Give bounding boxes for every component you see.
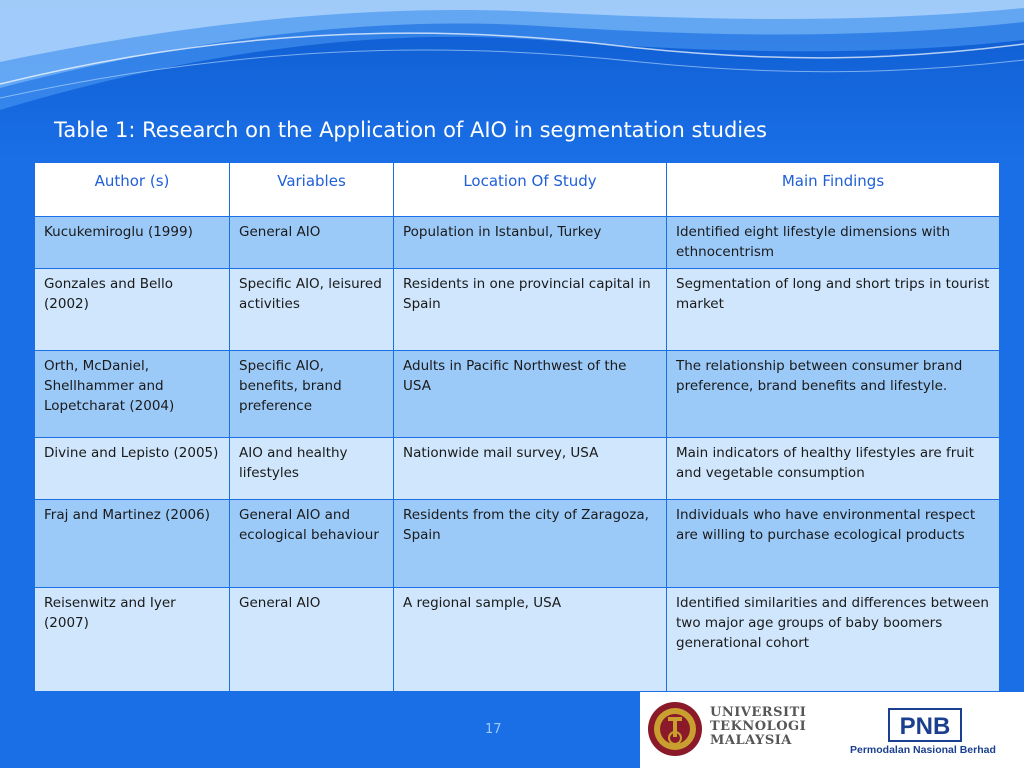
table-row [35,351,1000,438]
cell-location: Residents in one provincial capital in Spain [394,269,667,351]
cell-findings: Segmentation of long and short trips in tourist market [667,269,1000,351]
logo-strip [640,692,1024,768]
cell-variables: General AIO and ecological behaviour [230,500,394,588]
cell-location: Nationwide mail survey, USA [394,438,667,500]
cell-author: Divine and Lepisto (2005) [35,438,230,500]
cell-location: Population in Istanbul, Turkey [394,217,667,269]
aio-research-table [34,162,1000,692]
utm-line-2: TEKNOLOGI [710,719,807,734]
pnb-mark: PNB [899,713,951,740]
cell-location: Residents from the city of Zaragoza, Spain [394,500,667,588]
cell-author: Gonzales and Bello (2002) [35,269,230,351]
utm-line-1: UNIVERSITI [710,705,807,720]
pnb-logo-icon [888,708,962,742]
cell-findings: Identified similarities and differences between two major age groups of baby boomers generational cohort [667,588,1000,692]
table-row [35,269,1000,351]
cell-author: Kucukemiroglu (1999) [35,217,230,269]
header-author: Author (s) [35,163,230,217]
cell-author: Fraj and Martinez (2006) [35,500,230,588]
table-row [35,217,1000,269]
header-variables: Variables [230,163,394,217]
utm-crest-icon [646,700,704,758]
cell-findings: Main indicators of healthy lifestyles are fruit and vegetable consumption [667,438,1000,500]
slide-title: Table 1: Research on the Application of AIO in segmentation studies [54,118,767,142]
cell-variables: Specific AIO, leisured activities [230,269,394,351]
cell-findings: Identified eight lifestyle dimensions with ethnocentrism [667,217,1000,269]
cell-findings: The relationship between consumer brand preference, brand benefits and lifestyle. [667,351,1000,438]
header-location: Location Of Study [394,163,667,217]
table-row [35,438,1000,500]
cell-variables: Specific AIO, benefits, brand preference [230,351,394,438]
table-header-row [35,163,1000,217]
table-row [35,588,1000,692]
utm-wordmark [710,706,806,748]
cell-variables: AIO and healthy lifestyles [230,438,394,500]
header-main-findings: Main Findings [667,163,1000,217]
cell-variables: General AIO [230,588,394,692]
cell-findings: Individuals who have environmental respect are willing to purchase ecological products [667,500,1000,588]
pnb-name: Permodalan Nasional Berhad [850,744,996,756]
cell-author: Reisenwitz and Iyer (2007) [35,588,230,692]
cell-variables: General AIO [230,217,394,269]
cell-author: Orth, McDaniel, Shellhammer and Lopetcharat (2004) [35,351,230,438]
table-row [35,500,1000,588]
cell-location: Adults in Pacific Northwest of the USA [394,351,667,438]
cell-location: A regional sample, USA [394,588,667,692]
page-number: 17 [485,722,502,737]
utm-line-3: MALAYSIA [710,733,792,748]
